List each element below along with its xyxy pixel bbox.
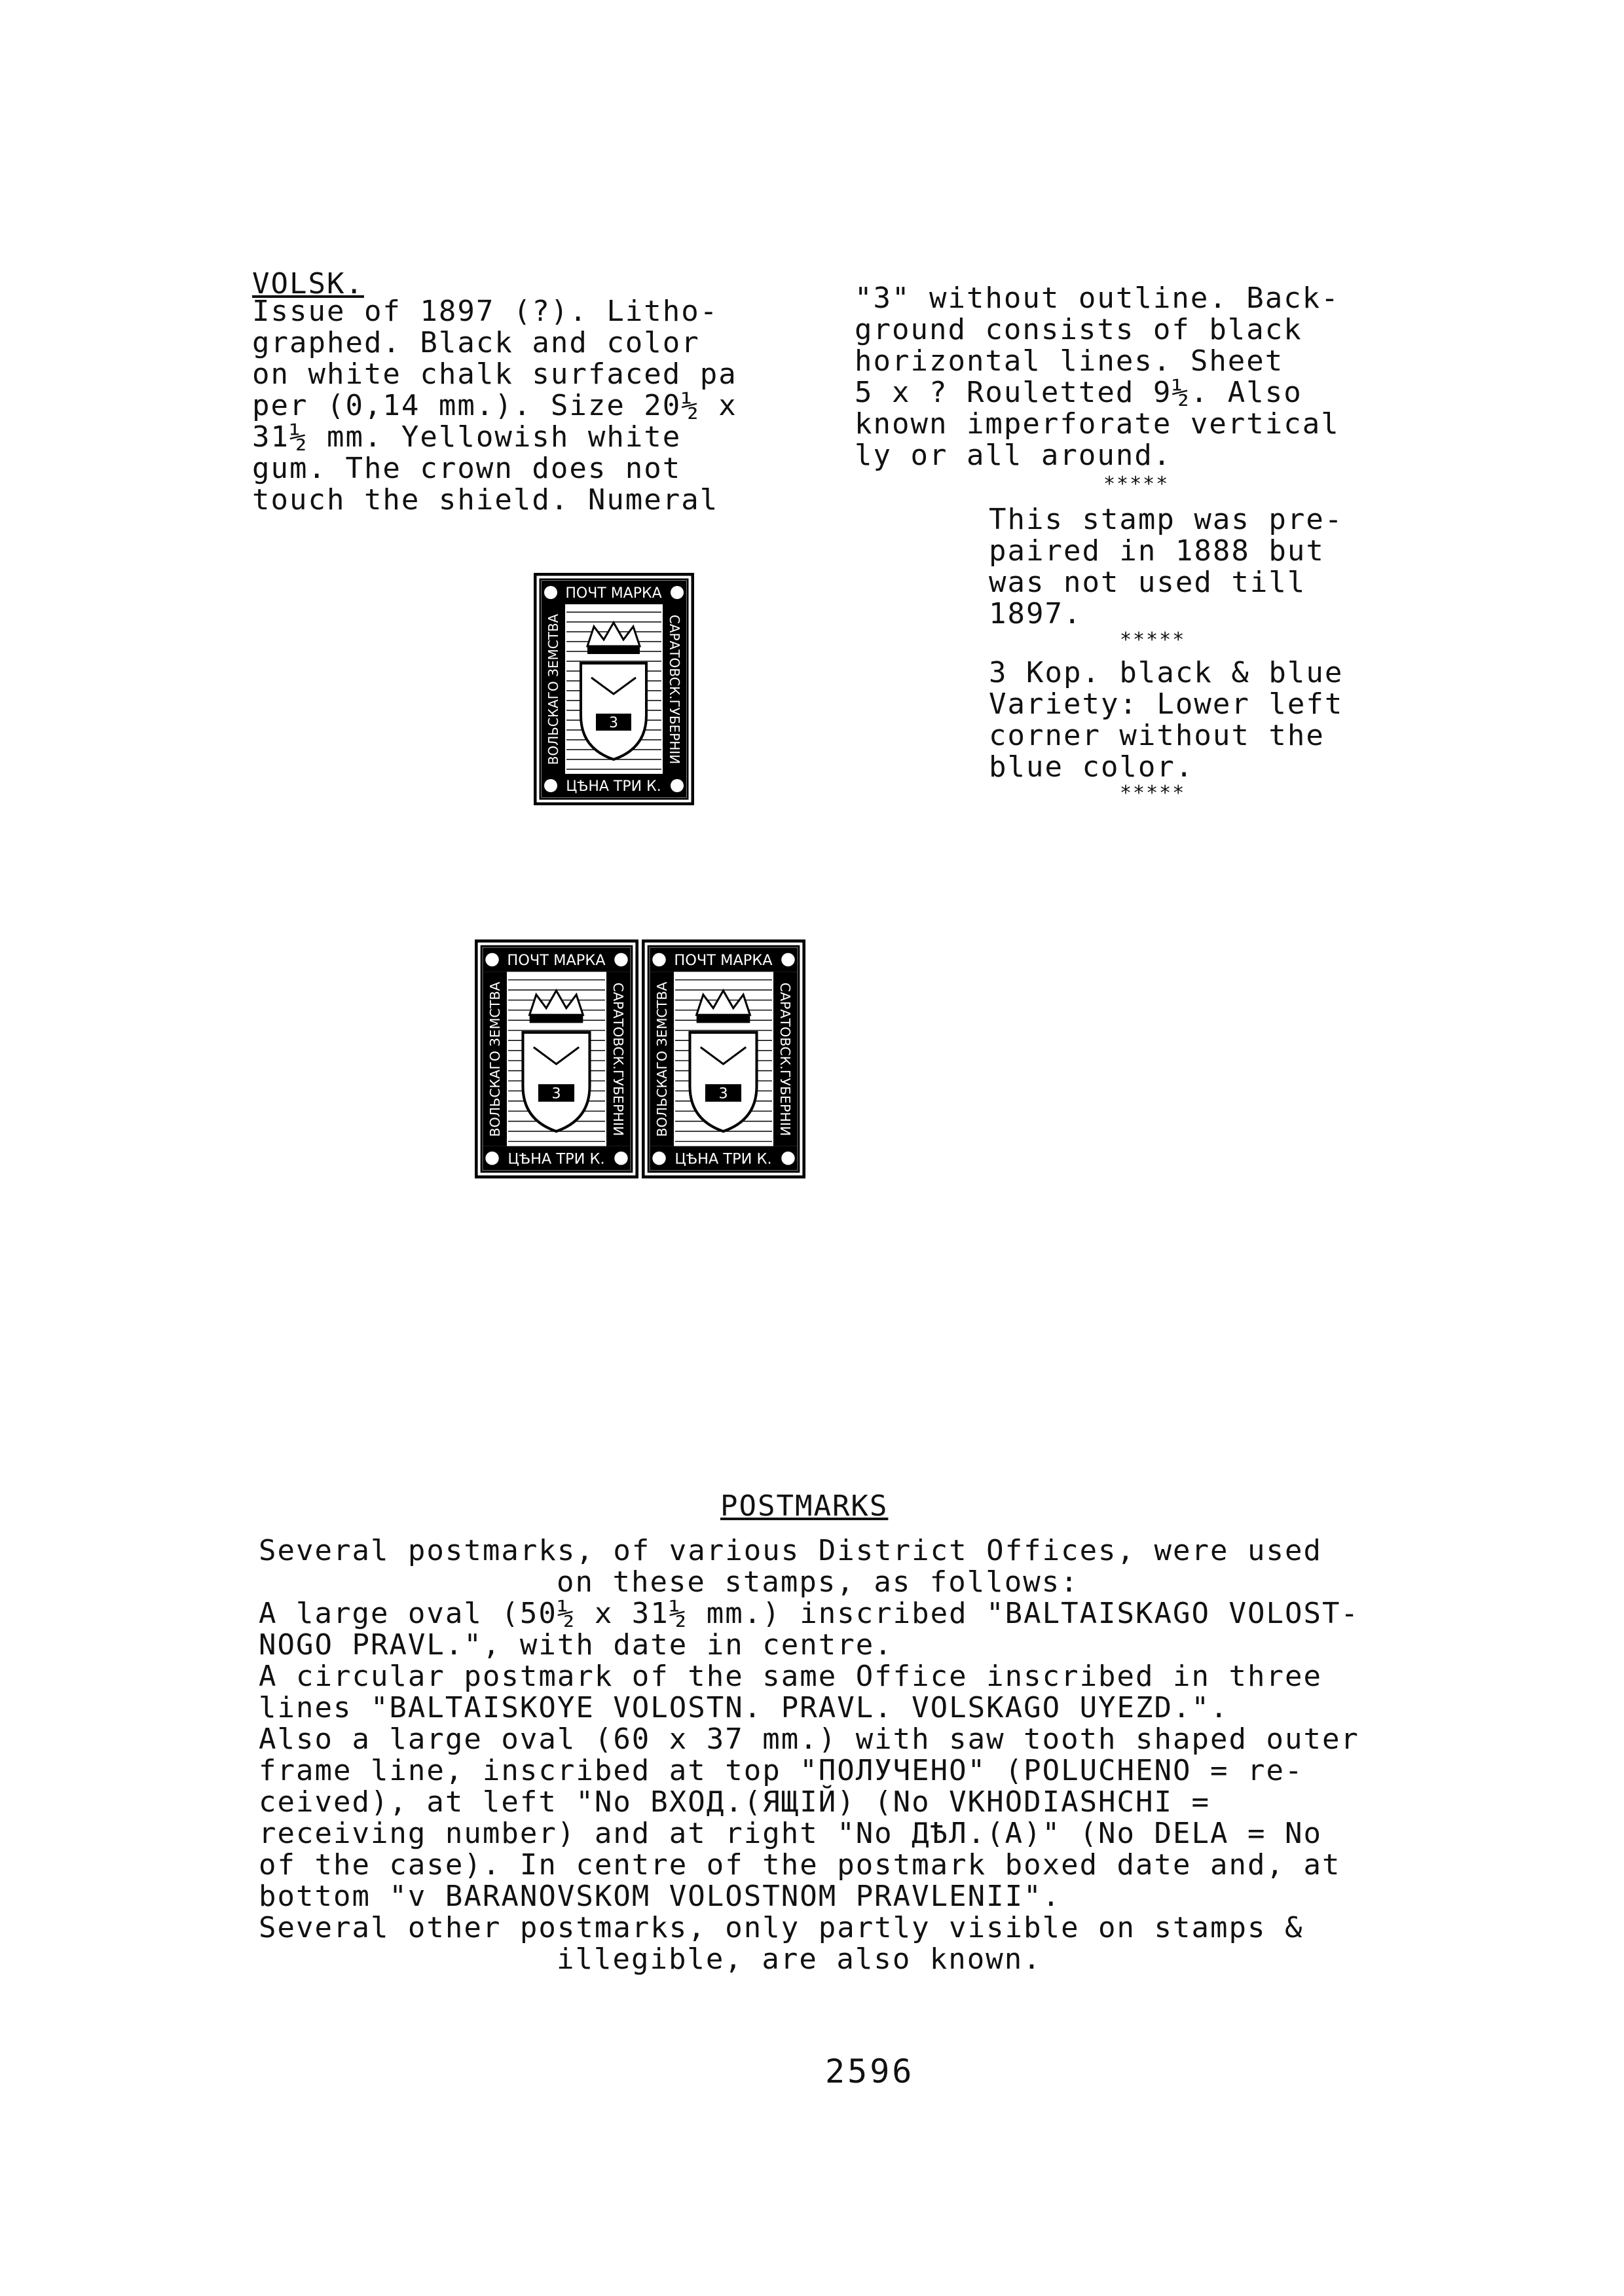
stamp-left-inscription: ВОЛЬСКАГО ЗЕМСТВА: [487, 981, 503, 1137]
text-line: bottom "v BARANOVSKOM VOLOSTNOM PRAVLENII".: [259, 1880, 1061, 1913]
text-line: A circular postmark of the same Office inscribed in three: [259, 1660, 1322, 1693]
text-line: 5 x ? Rouletted 9½. Also: [855, 376, 1302, 409]
stamp-bottom-inscription: ЦѢНА ТРИ К.: [674, 1150, 772, 1168]
text-line: touch the shield. Numeral: [252, 483, 719, 517]
text-line: ly or all around.: [855, 439, 1172, 472]
stamp-image-pair-right: [642, 939, 805, 1178]
text-line: Several other postmarks, only partly visible on stamps &: [259, 1911, 1304, 1944]
text-line: 1897.: [989, 597, 1082, 630]
text-line: 3 Kop. black & blue: [989, 656, 1344, 689]
text-line: corner without the: [989, 719, 1325, 752]
stamp-image-pair-left: [475, 939, 638, 1178]
stamp-right-inscription: САРАТОВСК.ГУБЕРНІИ: [777, 982, 794, 1137]
text-line: illegible, are also known.: [557, 1942, 1042, 1976]
text-line: graphed. Black and color: [252, 326, 700, 359]
text-line: Also a large oval (60 x 37 mm.) with saw tooth shaped outer: [259, 1722, 1359, 1756]
text-line: gum. The crown does not: [252, 452, 682, 485]
text-line: Several postmarks, of various District Offices, were used: [259, 1534, 1322, 1567]
text-line: receiving number) and at right "No ДѢЛ.(А)" (No DELA = No: [259, 1817, 1322, 1850]
svg-text:3: 3: [609, 715, 618, 731]
separator-stars: *****: [1103, 473, 1170, 496]
stamp-left-inscription: ВОЛЬСКАГО ЗЕМСТВА: [654, 981, 670, 1137]
text-line: frame line, inscribed at top "ПОЛУЧЕНО" (POLUCHENO = re-: [259, 1754, 1304, 1787]
text-line: on these stamps, as follows:: [557, 1565, 1079, 1599]
text-line: 31½ mm. Yellowish white: [252, 420, 682, 454]
text-line: NOGO PRAVL.", with date in centre.: [259, 1628, 893, 1662]
text-line: of the case). In centre of the postmark boxed date and, at: [259, 1848, 1341, 1882]
stamp-right-inscription: САРАТОВСК.ГУБЕРНІИ: [610, 982, 627, 1137]
section-title-volsk: VOLSK.: [252, 267, 364, 301]
text-line: was not used till: [989, 566, 1306, 599]
stamp-top-inscription: ПОЧТ МАРКА: [674, 951, 773, 970]
text-line: per (0,14 mm.). Size 20½ x: [252, 389, 737, 422]
text-line: on white chalk surfaced pa: [252, 357, 737, 391]
text-line: blue color.: [989, 750, 1194, 784]
text-line: A large oval (50½ x 31½ mm.) inscribed "BALTAISKAGO VOLOST-: [259, 1597, 1359, 1630]
text-line: ceived), at left "No ВХОД.(ЯЩІЙ) (No VKHODIASHCHI =: [259, 1785, 1211, 1819]
text-line: known imperforate vertical: [855, 407, 1340, 441]
stamp-left-inscription: ВОЛЬСКАГО ЗЕМСТВА: [545, 613, 561, 765]
stamp-image-single: [534, 573, 694, 805]
text-line: lines "BALTAISKOYE VOLOSTN. PRAVL. VOLSKAGO UYEZD.".: [259, 1691, 1229, 1724]
text-line: paired in 1888 but: [989, 534, 1325, 568]
stamp-top-inscription: ПОЧТ МАРКА: [565, 585, 662, 602]
stamp-bottom-inscription: ЦѢНА ТРИ К.: [507, 1150, 605, 1168]
text-line: ground consists of black: [855, 313, 1302, 346]
stamp-top-inscription: ПОЧТ МАРКА: [507, 951, 606, 970]
page-number: 2596: [825, 2052, 915, 2090]
stamp-right-inscription: САРАТОВСК.ГУБЕРНІИ: [667, 614, 682, 765]
section-title-postmarks: POSTMARKS: [720, 1489, 889, 1523]
svg-text:3: 3: [718, 1085, 728, 1102]
stamp-bottom-inscription: ЦѢНА ТРИ К.: [566, 778, 661, 795]
text-line: Variety: Lower left: [989, 687, 1344, 721]
text-line: This stamp was pre-: [989, 503, 1344, 536]
text-line: "3" without outline. Back-: [855, 282, 1340, 315]
separator-stars: *****: [1120, 782, 1186, 805]
svg-text:3: 3: [551, 1085, 561, 1102]
text-line: horizontal lines. Sheet: [855, 344, 1284, 378]
text-line: Issue of 1897 (?). Litho-: [252, 295, 719, 328]
separator-stars: *****: [1120, 629, 1186, 651]
